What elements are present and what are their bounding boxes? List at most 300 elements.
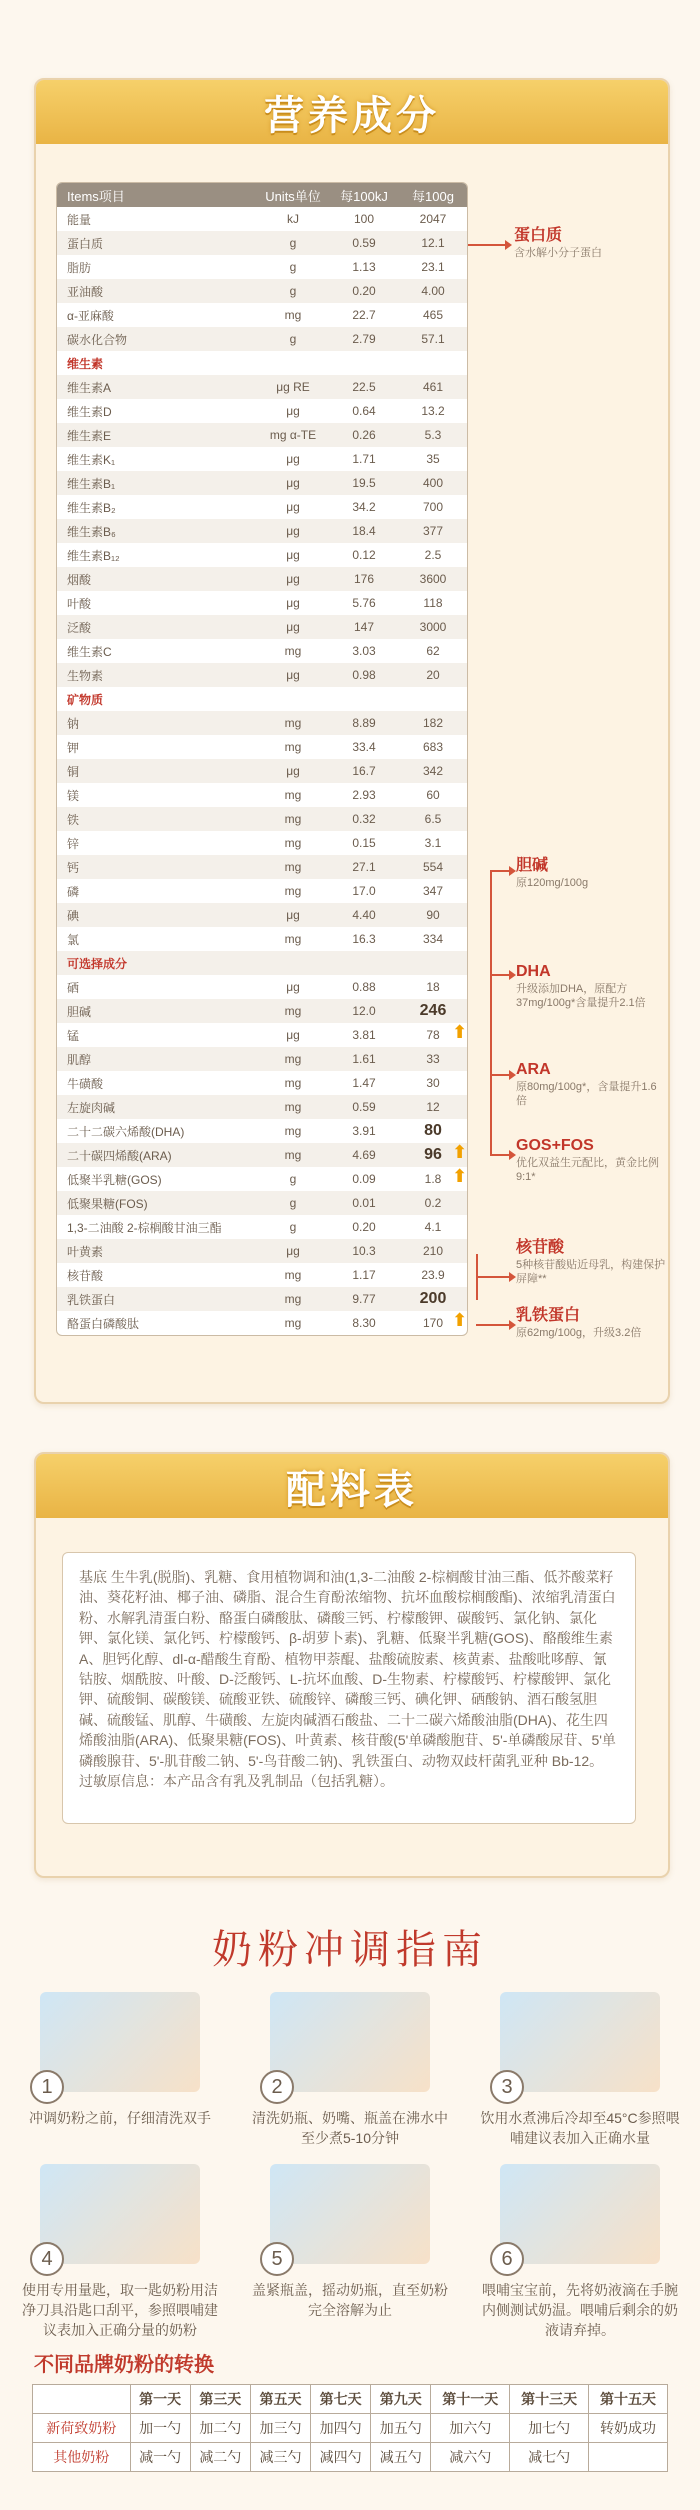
- nutrition-row: [57, 711, 467, 735]
- item-per100g: 342: [422, 764, 444, 778]
- nutrition-row: [57, 831, 467, 855]
- nutrition-row: [57, 1263, 467, 1287]
- item-per100kj: 9.77: [352, 1292, 376, 1306]
- item-unit: μg: [286, 476, 300, 490]
- item-per100kj: 0.01: [352, 1196, 376, 1210]
- item-name: 钾: [67, 740, 80, 755]
- item-per100g: 200: [419, 1290, 447, 1307]
- item-unit: μg: [286, 620, 300, 634]
- ara-arrow: [490, 1074, 510, 1076]
- switch-table: [32, 2384, 668, 2472]
- item-name: 烟酸: [67, 572, 92, 587]
- choline-arrow: [490, 870, 510, 872]
- item-unit: g: [289, 260, 297, 274]
- item-per100g: 20: [426, 668, 440, 682]
- ingredients-text: 基底 生牛乳(脱脂)、乳糖、食用植物调和油(1,3-二油酸 2-棕榈酸甘油三酯、低芥酸菜籽油、葵花籽油、椰子油、磷脂、混合生育酚浓缩物、抗坏血酸棕榈酸酯)、浓缩乳清蛋白粉、水解乳清蛋白粉、酪蛋白磷酸肽、磷酸三钙、柠檬酸钾、碳酸钙、氯化钠、氯化钾、氯化镁、氯化钙、柠檬酸钙、β-胡萝卜素)、乳糖、低聚半乳糖(GOS)、酪酸维生素 A、胆钙化醇、dl-α-醋酸生育酚、植物甲萘醌、盐酸硫胺素、核黄素、盐酸吡哆醇、氰钴胺、烟酰胺、叶酸、D-泛酸钙、L-抗坏血酸、D-生物素、柠檬酸钙、柠檬酸钾、氯化钾、硫酸铜、碳酸镁、硫酸亚铁、硫酸锌、磷酸三钙、碘化钾、硒酸钠、酒石酸氢胆碱、硫酸锰、肌醇、牛磺酸、左旋肉碱酒石酸盐、二十二碳六烯酸油脂(DHA)、花生四烯酸油脂(ARA)、低聚果糖(FOS)、叶黄素、核苷酸(5'单磷酸胞苷、5'-单磷酸尿苷、5'单磷酸腺苷、5'-肌苷酸二钠、5'-鸟苷酸二钠)、乳铁蛋白、动物双歧杆菌乳亚种 Bb-12。: [79, 1569, 616, 1769]
- item-name: 钙: [67, 860, 80, 875]
- item-unit: g: [289, 236, 297, 250]
- item-per100g: 377: [422, 524, 444, 538]
- item-name: 乳铁蛋白: [67, 1292, 116, 1307]
- nutrition-row: [57, 903, 467, 927]
- nutrition-row: [57, 663, 467, 687]
- choline-annotation-sub: 原120mg/100g: [516, 877, 589, 889]
- item-unit: g: [289, 1196, 297, 1210]
- item-name: 锰: [67, 1028, 80, 1043]
- item-per100kj: 3.03: [352, 644, 376, 658]
- switch-new-cell: 加五勺: [371, 2414, 431, 2443]
- guide-step: [250, 2164, 450, 2320]
- nutrition-row: [57, 567, 467, 591]
- item-unit: g: [289, 1172, 297, 1186]
- nutrition-row: [57, 375, 467, 399]
- item-unit: μg: [286, 500, 300, 514]
- item-name: α-亚麻酸: [67, 308, 114, 323]
- dha-annotation: [516, 962, 666, 1010]
- step-text: 饮用水煮沸后冷却至45°C参照喂哺建议表加入正确水量: [480, 2110, 680, 2146]
- step-illustration: [500, 1992, 660, 2098]
- item-per100kj: 100: [353, 212, 375, 226]
- item-unit: mg: [284, 1292, 302, 1306]
- item-per100g: 62: [426, 644, 440, 658]
- item-per100g: 96: [424, 1146, 442, 1163]
- item-per100kj: 8.30: [352, 1316, 376, 1330]
- dha-bracket: [490, 974, 492, 1154]
- step-number: 6: [490, 2242, 524, 2276]
- item-per100kj: 1.61: [352, 1052, 376, 1066]
- nutrition-row: [57, 1095, 467, 1119]
- switch-day: 第七天: [311, 2385, 371, 2414]
- header-per100g: 每100g: [412, 188, 454, 204]
- item-unit: μg: [286, 572, 300, 586]
- item-per100kj: 12.0: [352, 1004, 376, 1018]
- step-number: 2: [260, 2070, 294, 2104]
- item-per100g: 246: [419, 1002, 447, 1019]
- lactoferrin-annotation: [516, 1306, 666, 1340]
- item-name: 维生素B₂: [67, 500, 116, 515]
- item-unit: mg: [284, 308, 302, 322]
- nutrition-row: [57, 327, 467, 351]
- item-name: 胆碱: [67, 1004, 92, 1019]
- switch-new-cell: 加二勺: [190, 2414, 250, 2443]
- item-per100kj: 33.4: [352, 740, 376, 754]
- switch-new-cell: 转奶成功: [589, 2414, 668, 2443]
- item-name: 碘: [67, 908, 80, 923]
- item-unit: mg: [284, 1124, 302, 1138]
- step-text: 使用专用量匙，取一匙奶粉用洁净刀具沿匙口刮平，参照喂哺建议表加入正确分量的奶粉: [22, 2282, 218, 2338]
- item-name: 泛酸: [67, 620, 92, 635]
- nucleotide-annotation: [516, 1238, 666, 1286]
- item-unit: mg: [284, 1268, 302, 1282]
- header-per100kj: 每100kJ: [340, 188, 388, 204]
- nutrition-row: [57, 855, 467, 879]
- switch-old-cell: 减四勺: [311, 2443, 371, 2472]
- nutrition-row: [57, 399, 467, 423]
- switch-day: 第十三天: [510, 2385, 589, 2414]
- item-per100kj: 0.09: [352, 1172, 376, 1186]
- item-per100kj: 19.5: [352, 476, 376, 490]
- item-name: 蛋白质: [67, 236, 104, 251]
- item-unit: kJ: [287, 212, 299, 226]
- gosfos-annotation: [516, 1136, 666, 1184]
- item-unit: μg: [286, 908, 300, 922]
- item-unit: μg: [286, 452, 300, 466]
- item-name: 维生素E: [67, 428, 112, 443]
- item-unit: mg: [284, 1100, 302, 1114]
- ara-up-icon: ⬆: [452, 1166, 468, 1186]
- item-unit: mg: [284, 932, 302, 946]
- switch-old-cell: 减五勺: [371, 2443, 431, 2472]
- switch-corner: [33, 2385, 131, 2414]
- dha-annotation-sub: 升级添加DHA，原配方37mg/100g*含量提升2.1倍: [516, 983, 646, 1009]
- item-per100kj: 16.7: [352, 764, 376, 778]
- item-name: 维生素C: [67, 644, 112, 659]
- nutrition-row: [57, 1071, 467, 1095]
- item-unit: mg: [284, 740, 302, 754]
- switch-old-row: [33, 2443, 668, 2472]
- item-name: 酪蛋白磷酸肽: [67, 1316, 140, 1331]
- header-units: Units单位: [265, 188, 321, 204]
- nutrition-row: [57, 495, 467, 519]
- item-name: 矿物质: [67, 692, 104, 707]
- choline-up-icon: ⬆: [452, 1022, 468, 1042]
- item-per100kj: 0.12: [352, 548, 376, 562]
- item-unit: μg: [286, 404, 300, 418]
- item-per100g: 210: [422, 1244, 444, 1258]
- nutrition-row: [57, 255, 467, 279]
- nutrition-row: [57, 279, 467, 303]
- step-text: 清洗奶瓶、奶嘴、瓶盖在沸水中至少煮5-10分钟: [252, 2110, 448, 2146]
- item-per100kj: 0.32: [352, 812, 376, 826]
- item-per100g: 4.1: [424, 1220, 442, 1234]
- step-illustration: [270, 2164, 430, 2270]
- dha-arrow: [490, 974, 510, 976]
- item-per100g: 1.8: [424, 1172, 442, 1186]
- item-name: 硒: [67, 980, 80, 995]
- item-per100kj: 4.69: [352, 1148, 376, 1162]
- item-per100kj: 0.15: [352, 836, 376, 850]
- item-per100g: 3000: [419, 620, 447, 634]
- item-per100kj: 2.93: [352, 788, 376, 802]
- item-per100kj: 22.7: [352, 308, 376, 322]
- item-per100g: 57.1: [421, 332, 445, 346]
- item-name: 能量: [67, 212, 92, 227]
- nutrition-row: [57, 1287, 467, 1311]
- nucleotide-arrow: [476, 1276, 510, 1278]
- item-unit: mg: [284, 716, 302, 730]
- switch-new-label: 新荷致奶粉: [33, 2414, 131, 2443]
- nutrition-table-header: [57, 183, 467, 207]
- step-text: 喂哺宝宝前，先将奶液滴在手腕内侧测试奶温。喂哺后剩余的奶液请弃掉。: [482, 2282, 678, 2338]
- switch-old-cell: 减七勺: [510, 2443, 589, 2472]
- nutrition-row: [57, 1119, 467, 1143]
- nutrition-row: [57, 1143, 467, 1167]
- guide-title: 奶粉冲调指南: [212, 1928, 488, 1972]
- item-per100g: 347: [422, 884, 444, 898]
- guide-step: [480, 1992, 680, 2148]
- step-illustration: [500, 2164, 660, 2270]
- item-name: 维生素B₆: [67, 524, 116, 539]
- nucleotide-annotation-title: 核苷酸: [516, 1239, 565, 1256]
- nutrition-row: [57, 1023, 467, 1047]
- switch-day: 第十五天: [589, 2385, 668, 2414]
- protein-annotation-sub: 含水解小分子蛋白: [514, 247, 602, 259]
- step-number: 4: [30, 2242, 64, 2276]
- switch-old-label: 其他奶粉: [33, 2443, 131, 2472]
- item-per100g: 170: [422, 1316, 444, 1330]
- nutrition-header: [36, 80, 668, 144]
- gosfos-arrow: [490, 1154, 510, 1156]
- item-per100kj: 0.98: [352, 668, 376, 682]
- item-per100g: 0.2: [424, 1196, 442, 1210]
- gosfos-annotation-title: GOS+FOS: [516, 1137, 594, 1154]
- item-per100kj: 17.0: [352, 884, 376, 898]
- item-unit: mg: [284, 1052, 302, 1066]
- item-name: 铜: [67, 764, 80, 779]
- switch-old-cell: [589, 2443, 668, 2472]
- nutrition-row: [57, 207, 467, 231]
- switch-day: 第五天: [250, 2385, 310, 2414]
- switch-new-cell: 加六勺: [431, 2414, 510, 2443]
- item-per100kj: 2.79: [352, 332, 376, 346]
- item-per100g: 23.1: [421, 260, 445, 274]
- nutrition-row: [57, 975, 467, 999]
- nutrition-row: [57, 423, 467, 447]
- item-per100kj: 22.5: [352, 380, 376, 394]
- item-name: 维生素A: [67, 380, 112, 395]
- item-per100g: 12.1: [421, 236, 445, 250]
- nutrition-title: 营养成分: [264, 93, 440, 138]
- item-unit: mg: [284, 884, 302, 898]
- item-unit: g: [289, 332, 297, 346]
- nutrition-row: [57, 807, 467, 831]
- item-unit: g: [289, 1220, 297, 1234]
- item-per100kj: 0.88: [352, 980, 376, 994]
- nutrition-row: [57, 759, 467, 783]
- item-name: 牛磺酸: [67, 1076, 104, 1091]
- switch-new-cell: 加七勺: [510, 2414, 589, 2443]
- item-name: 维生素: [67, 356, 104, 371]
- item-per100g: 700: [422, 500, 444, 514]
- item-name: 亚油酸: [67, 284, 104, 299]
- nutrition-row: [57, 447, 467, 471]
- nutrition-row: [57, 303, 467, 327]
- item-per100g: 18: [426, 980, 440, 994]
- ingredients-title: 配料表: [286, 1467, 418, 1512]
- item-unit: mg α-TE: [269, 428, 317, 442]
- item-per100g: 3.1: [424, 836, 442, 850]
- item-per100g: 334: [422, 932, 444, 946]
- item-unit: g: [289, 284, 297, 298]
- nutrition-row: [57, 639, 467, 663]
- ingredients-box: [62, 1552, 636, 1824]
- switch-old-cell: 减六勺: [431, 2443, 510, 2472]
- item-name: 左旋肉碱: [67, 1100, 116, 1115]
- item-per100g: 683: [422, 740, 444, 754]
- item-per100kj: 4.40: [352, 908, 376, 922]
- lactoferrin-annotation-title: 乳铁蛋白: [516, 1307, 581, 1324]
- dha-annotation-title: DHA: [516, 963, 551, 980]
- item-per100g: 12: [426, 1100, 440, 1114]
- switch-day: 第九天: [371, 2385, 431, 2414]
- item-per100g: 4.00: [421, 284, 445, 298]
- nutrition-table-body: [57, 207, 467, 1335]
- item-per100kj: 10.3: [352, 1244, 376, 1258]
- ara-annotation-sub: 原80mg/100g*，含量提升1.6倍: [516, 1081, 657, 1107]
- item-per100g: 78: [426, 1028, 440, 1042]
- switch-new-row: [33, 2414, 668, 2443]
- item-per100kj: 3.91: [352, 1124, 376, 1138]
- item-per100kj: 16.3: [352, 932, 376, 946]
- choline-annotation: [516, 856, 666, 890]
- item-per100g: 3600: [419, 572, 447, 586]
- switch-days-row: [33, 2385, 668, 2414]
- guide-step: [480, 2164, 680, 2340]
- protein-annotation-title: 蛋白质: [514, 227, 563, 244]
- item-name: 低聚果糖(FOS): [67, 1196, 148, 1211]
- nutrition-row: [57, 519, 467, 543]
- nutrition-row: [57, 1167, 467, 1191]
- ara-annotation-title: ARA: [516, 1061, 551, 1078]
- step-illustration: [40, 1992, 200, 2098]
- item-per100kj: 0.20: [352, 1220, 376, 1234]
- item-unit: mg: [284, 860, 302, 874]
- item-per100g: 60: [426, 788, 440, 802]
- dha-up-icon: ⬆: [452, 1142, 468, 1162]
- item-unit: μg: [286, 980, 300, 994]
- item-per100kj: 1.71: [352, 452, 376, 466]
- item-per100kj: 0.20: [352, 284, 376, 298]
- nutrition-row: [57, 735, 467, 759]
- guide-step: [250, 1992, 450, 2148]
- item-per100kj: 1.47: [352, 1076, 376, 1090]
- item-name: 二十二碳六烯酸(DHA): [67, 1124, 185, 1139]
- protein-annotation: [514, 226, 654, 260]
- item-name: 叶黄素: [67, 1244, 104, 1259]
- item-per100kj: 5.76: [352, 596, 376, 610]
- nutrition-row: [57, 1047, 467, 1071]
- guide-step: [20, 1992, 220, 2128]
- nutrition-table: [56, 182, 468, 1336]
- nucleotide-annotation-sub: 5种核苷酸贴近母乳，构建保护屏障**: [516, 1259, 666, 1285]
- nutrition-row: [57, 471, 467, 495]
- item-name: 叶酸: [67, 596, 92, 611]
- ara-annotation: [516, 1060, 666, 1108]
- item-name: 氯: [67, 932, 80, 947]
- item-name: 二十碳四烯酸(ARA): [67, 1148, 172, 1163]
- item-unit: μg: [286, 548, 300, 562]
- item-unit: μg: [286, 1244, 300, 1258]
- switch-old-cell: 减三勺: [250, 2443, 310, 2472]
- switch-new-cell: 加四勺: [311, 2414, 371, 2443]
- item-per100g: 461: [422, 380, 444, 394]
- switch-old-cell: 减二勺: [190, 2443, 250, 2472]
- item-per100kj: 0.64: [352, 404, 376, 418]
- item-unit: mg: [284, 812, 302, 826]
- item-per100g: 182: [422, 716, 444, 730]
- item-unit: mg: [284, 1316, 302, 1330]
- guide-step: [20, 2164, 220, 2340]
- allergen-text: 过敏原信息：本产品含有乳及乳制品（包括乳糖）。: [79, 1773, 394, 1790]
- switch-new-cell: 加一勺: [130, 2414, 190, 2443]
- switch-day: 第三天: [190, 2385, 250, 2414]
- item-name: 脂肪: [67, 260, 92, 275]
- nutrition-row: [57, 1239, 467, 1263]
- item-name: 锌: [67, 836, 80, 851]
- switch-day: 第一天: [130, 2385, 190, 2414]
- item-name: 可选择成分: [67, 956, 128, 971]
- item-per100g: 2.5: [424, 548, 442, 562]
- item-per100g: 80: [424, 1122, 442, 1139]
- lactoferrin-up-icon: ⬆: [452, 1310, 468, 1330]
- item-per100g: 33: [426, 1052, 440, 1066]
- item-name: 铁: [67, 812, 80, 827]
- item-unit: μg: [286, 764, 300, 778]
- item-per100kj: 1.13: [352, 260, 376, 274]
- item-per100g: 554: [422, 860, 444, 874]
- item-per100g: 23.9: [421, 1268, 445, 1282]
- item-name: 维生素K₁: [67, 452, 116, 467]
- item-name: 镁: [67, 788, 80, 803]
- ingredients-header: [36, 1454, 668, 1518]
- item-per100kj: 18.4: [352, 524, 376, 538]
- item-unit: μg: [286, 596, 300, 610]
- switch-old-cell: 减一勺: [130, 2443, 190, 2472]
- item-per100g: 400: [422, 476, 444, 490]
- item-unit: mg: [284, 1148, 302, 1162]
- item-name: 维生素B₁: [67, 476, 116, 491]
- item-per100kj: 147: [353, 620, 375, 634]
- item-name: 维生素B₁₂: [67, 548, 120, 563]
- item-per100kj: 0.59: [352, 1100, 376, 1114]
- item-per100g: 5.3: [424, 428, 442, 442]
- item-name: 生物素: [67, 668, 104, 683]
- item-name: 低聚半乳糖(GOS): [67, 1172, 162, 1187]
- lactoferrin-annotation-sub: 原62mg/100g，升级3.2倍: [516, 1327, 642, 1339]
- nutrition-row: [57, 591, 467, 615]
- nutrition-row: [57, 927, 467, 951]
- step-text: 冲调奶粉之前，仔细清洗双手: [29, 2110, 211, 2126]
- gosfos-annotation-sub: 优化双益生元配比，黄金比例9:1*: [516, 1157, 659, 1183]
- item-per100g: 2047: [419, 212, 447, 226]
- step-illustration: [270, 1992, 430, 2098]
- item-unit: μg: [286, 1028, 300, 1042]
- item-name: 维生素D: [67, 404, 112, 419]
- step-text: 盖紧瓶盖，摇动奶瓶，直至奶粉完全溶解为止: [252, 2282, 448, 2318]
- item-unit: μg: [286, 668, 300, 682]
- item-unit: μg RE: [276, 380, 310, 394]
- nutrition-row: [57, 615, 467, 639]
- item-per100g: 6.5: [424, 812, 442, 826]
- item-per100g: 13.2: [421, 404, 445, 418]
- switch-day: 第十一天: [431, 2385, 510, 2414]
- nutrition-row: [57, 951, 467, 975]
- item-name: 钠: [67, 716, 80, 731]
- item-per100kj: 3.81: [352, 1028, 376, 1042]
- item-per100kj: 0.26: [352, 428, 376, 442]
- step-number: 3: [490, 2070, 524, 2104]
- header-items: Items项目: [67, 188, 125, 204]
- item-per100kj: 1.17: [352, 1268, 376, 1282]
- item-per100g: 35: [426, 452, 440, 466]
- item-per100g: 465: [422, 308, 444, 322]
- item-per100kj: 34.2: [352, 500, 376, 514]
- item-per100kj: 8.89: [352, 716, 376, 730]
- item-per100kj: 27.1: [352, 860, 376, 874]
- protein-arrow: [468, 244, 506, 246]
- item-name: 肌醇: [67, 1052, 92, 1067]
- nutrition-row: [57, 999, 467, 1023]
- step-number: 5: [260, 2242, 294, 2276]
